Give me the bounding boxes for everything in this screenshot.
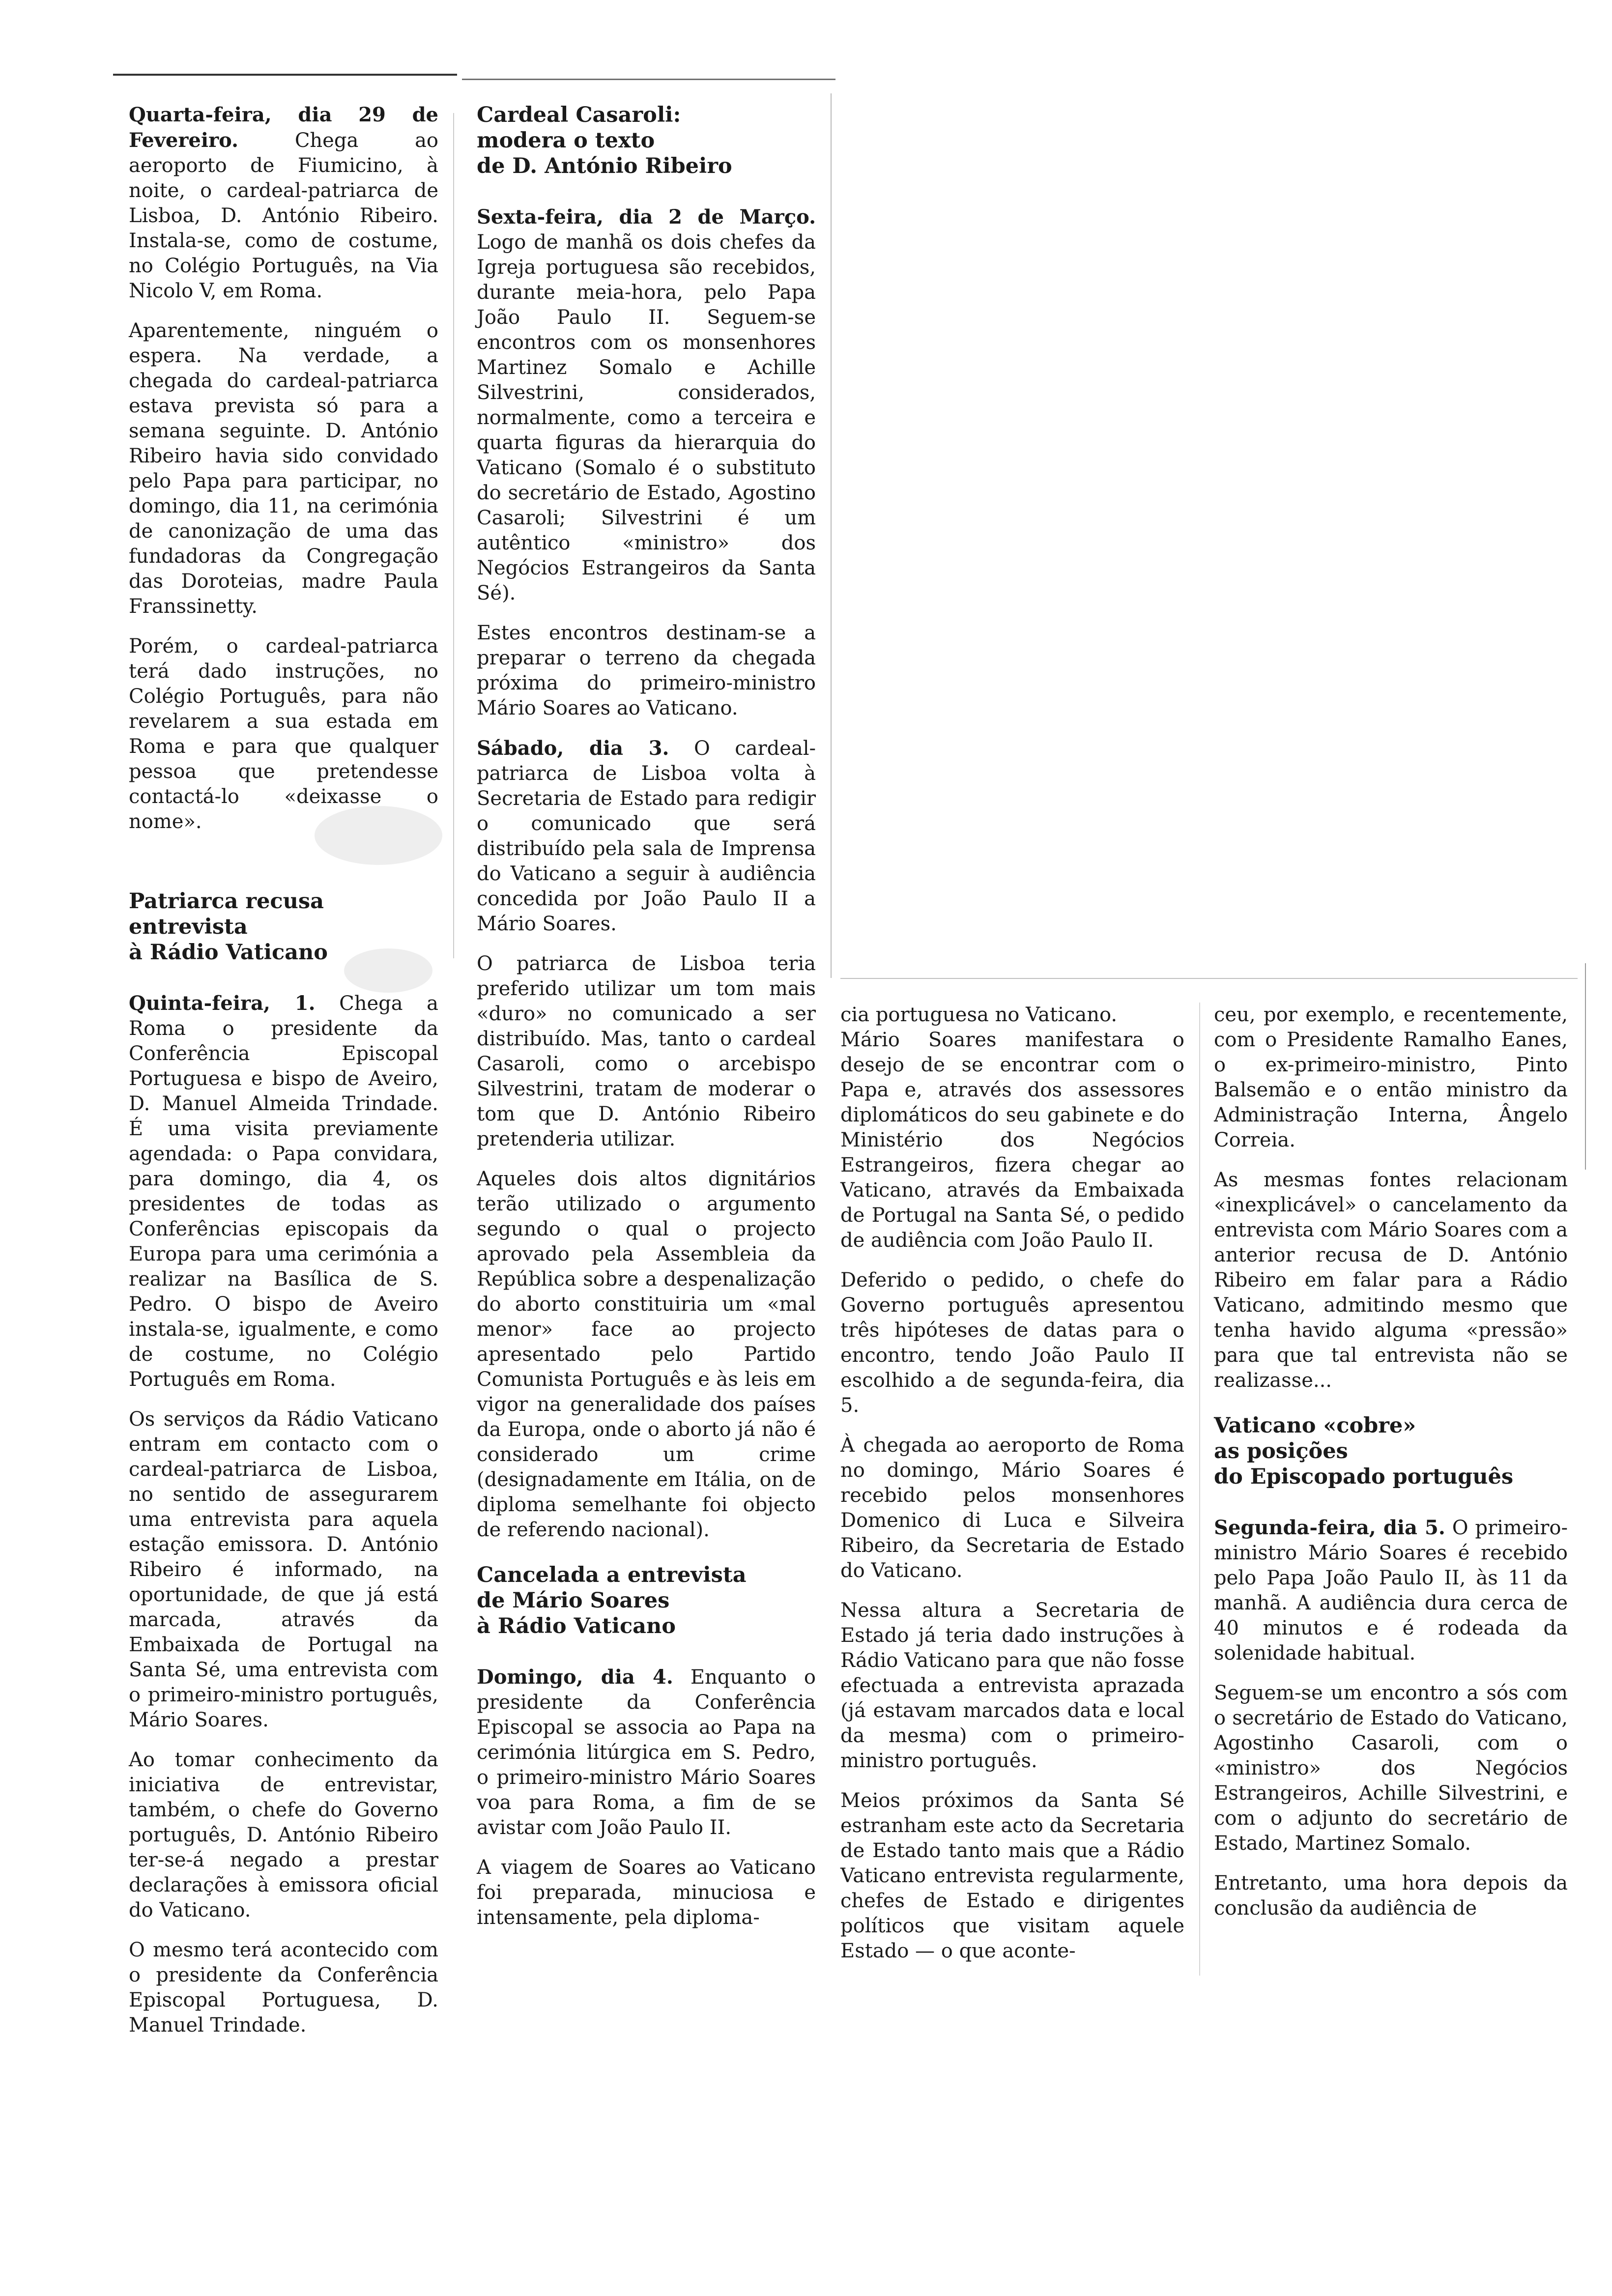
paragraph: Entretanto, uma hora depois da conclusão da audiência de: [1214, 1872, 1568, 1920]
section-heading: Cardeal Casaroli: modera o texto de D. António Ribeiro: [477, 103, 732, 178]
section-heading: Patriarca recusa entrevista à Rádio Vaticano: [129, 889, 328, 965]
paragraph: Segunda-feira, dia 5. O primeiro-ministro Mário Soares é recebido pelo Papa João Paulo II, às 11 da manhã. A audiência dura cerca de 40 minutos e é rodeada da solenidade habitual.: [1214, 1516, 1568, 1665]
paragraph: Aqueles dois altos dignitários terão utilizado o argumento segundo o qual o projecto aprovado pela Assembleia da República sobre a despenalização do aborto constituiria um «mal menor» face ao projecto apresentado pelo Partido Comunista Português e às leis em vigor na generalidade dos países da Europa, onde o aborto já não é considerado um crime (designadamente em Itália, on de diploma semelhante foi objecto de referendo nacional).: [477, 1168, 816, 1541]
date-lead: Domingo, dia 4.: [477, 1665, 673, 1689]
paragraph: ceu, por exemplo, e recentemente, com o Presidente Ramalho Eanes, o ex-primeiro-ministro, Pinto Balsemão e o então ministro da Administração Interna, Ângelo Correia.: [1214, 1004, 1568, 1151]
column-rule-1: [453, 113, 454, 958]
date-lead: Sábado, dia 3.: [477, 737, 669, 760]
paragraph: Aparentemente, ninguém o espera. Na verdade, a chegada do cardeal-patriarca estava prevista só para a semana seguinte. D. António Ribeiro havia sido convidado pelo Papa para participar, no domingo, dia 11, na cerimónia de canonização de uma das fundadoras da Congregação das Doroteias, madre Paula Franssinetty.: [129, 319, 438, 618]
paragraph: Deferido o pedido, o chefe do Governo português apresentou três hipóteses de datas para o encontro, tendo João Paulo II escolhido a de segunda-feira, dia 5.: [840, 1269, 1184, 1417]
paragraph: O patriarca de Lisboa teria preferido utilizar um tom mais «duro» no comunicado a ser distribuído. Mas, tanto o cardeal Casaroli, como o arcebispo Silvestrini, tratam de moderar o tom que D. António Ribeiro pretenderia utilizar.: [477, 952, 816, 1150]
date-lead: Sexta-feira, dia 2 de Março.: [477, 205, 816, 229]
paragraph: Domingo, dia 4. Enquanto o presidente da Conferência Episcopal se associa ao Papa na cerimónia litúrgica em S. Pedro, o primeiro-ministro Mário Soares voa para Roma, a fim de se avistar com João Paulo II.: [477, 1665, 816, 1839]
date-lead: Quarta-feira, dia 29 de Fevereiro.: [129, 103, 438, 152]
paragraph: cia portuguesa no Vaticano.: [840, 1004, 1118, 1026]
column-4: [1214, 1003, 1568, 1936]
paragraph: Quinta-feira, 1. Chega a Roma o presidente da Conferência Episcopal Portuguesa e bispo de Aveiro, D. Manuel Almeida Trindade. É uma visita previamente agendada: o Papa convidara, para domingo, dia 4, os presidentes de todas as Conferências episcopais da Europa para uma cerimónia a realizar na Basílica de S. Pedro. O bispo de Aveiro instala-se, igualmente, e como de costume, no Colégio Português em Roma.: [129, 992, 439, 1391]
date-lead: Quinta-feira, 1.: [129, 992, 316, 1015]
paragraph: Seguem-se um encontro a sós com o secretário de Estado do Vaticano, Agostinho Casaroli, com o «ministro» dos Negócios Estrangeiros, Achille Silvestrini, e com o adjunto do secretário de Estado, Martinez Somalo.: [1214, 1682, 1568, 1855]
column-rule-2: [831, 93, 832, 978]
paragraph: À chegada ao aeroporto de Roma no domingo, Mário Soares é recebido pelos monsenhores Domenico di Luca e Silveira Ribeiro, da Secretaria de Estado do Vaticano.: [840, 1434, 1184, 1582]
column-3: [840, 1003, 1184, 1979]
paragraph: Os serviços da Rádio Vaticano entram em contacto com o cardeal-patriarca de Lisboa, no sentido de assegurarem uma entrevista para aquela estação emissora. D. António Ribeiro é informado, na oportunidade, de que já está marcada, através da Embaixada de Portugal na Santa Sé, uma entrevista com o primeiro-ministro português, Mário Soares.: [129, 1408, 438, 1731]
paragraph: Mário Soares manifestara o desejo de se encontrar com o Papa e, através dos assessores diplomáticos do seu gabinete e do Ministério dos Negócios Estrangeiros, fizera chegar ao Vaticano, através da Embaixada de Portugal na Santa Sé, o pedido de audiência com João Paulo II.: [840, 1029, 1184, 1252]
section-heading: Vaticano «cobre» as posições do Episcopado português: [1214, 1413, 1514, 1489]
paragraph: O mesmo terá acontecido com o presidente da Conferência Episcopal Portuguesa, D. Manuel Trindade.: [129, 1939, 438, 2037]
paragraph: Sábado, dia 3. O cardeal-patriarca de Lisboa volta à Secretaria de Estado para redigir o comunicado que será distribuído pela sala de Imprensa do Vaticano a seguir à audiência concedida por João Paulo II a Mário Soares.: [477, 737, 816, 935]
paragraph: Ao tomar conhecimento da iniciativa de entrevistar, também, o chefe do Governo português, D. António Ribeiro ter-se-á negado a prestar declarações à emissora oficial do Vaticano.: [129, 1749, 438, 1922]
paragraph: Estes encontros destinam-se a preparar o terreno da chegada próxima do primeiro-ministro Mário Soares ao Vaticano.: [477, 622, 816, 719]
column-2: [477, 102, 816, 1945]
section-heading: Cancelada a entrevista de Mário Soares à Rádio Vaticano: [477, 1563, 747, 1638]
paragraph: Porém, o cardeal-patriarca terá dado instruções, no Colégio Português, para não revelarem a sua estada em Roma e para que qualquer pessoa que pretendesse contactá-lo «deixasse o nome».: [129, 635, 438, 833]
top-rule-2: [462, 79, 835, 80]
paragraph: Quarta-feira, dia 29 de Fevereiro. Chega ao aeroporto de Fiumicino, à noite, o cardeal-patriarca de Lisboa, D. António Ribeiro. Instala-se, como de costume, no Colégio Português, na Via Nicolo V, em Roma.: [129, 103, 438, 302]
top-rule-1: [113, 74, 457, 76]
column-1: [129, 102, 438, 2053]
middle-rule: [840, 978, 1578, 979]
paragraph: Meios próximos da Santa Sé estranham este acto da Secretaria de Estado tanto mais que a Rádio Vaticano entrevista regularmente, chefes de Estado e dirigentes políticos que visitam aquele Estado — o que aconte-: [840, 1789, 1184, 1962]
column-rule-3: [1199, 1003, 1200, 1976]
date-lead: Segunda-feira, dia 5.: [1214, 1516, 1445, 1539]
paragraph: Sexta-feira, dia 2 de Março. Logo de manhã os dois chefes da Igreja portuguesa são recebidos, durante meia-hora, pelo Papa João Paulo II. Seguem-se encontros com os monsenhores Martinez Somalo e Achille Silvestrini, considerados, normalmente, como a terceira e quarta figuras da hierarquia do Vaticano (Somalo é o substituto do secretário de Estado, Agostino Casaroli; Silvestrini é um autêntico «ministro» dos Negócios Estrangeiros da Santa Sé).: [477, 205, 816, 604]
paragraph: A viagem de Soares ao Vaticano foi preparada, minuciosa e intensamente, pela diploma-: [477, 1856, 816, 1929]
paragraph: As mesmas fontes relacionam «inexplicável» o cancelamento da entrevista com Mário Soares com a anterior recusa de D. António Ribeiro em falar para a Rádio Vaticano, admitindo mesmo que tenha havido alguma «pressão» para que tal entrevista não se realizasse...: [1214, 1169, 1568, 1392]
right-edge-rule: [1585, 963, 1586, 1170]
paragraph: Nessa altura a Secretaria de Estado já teria dado instruções à Rádio Vaticano para que não fosse efectuada a entrevista aprazada (já estavam marcados data e local da mesma) com o primeiro-ministro português.: [840, 1599, 1184, 1772]
